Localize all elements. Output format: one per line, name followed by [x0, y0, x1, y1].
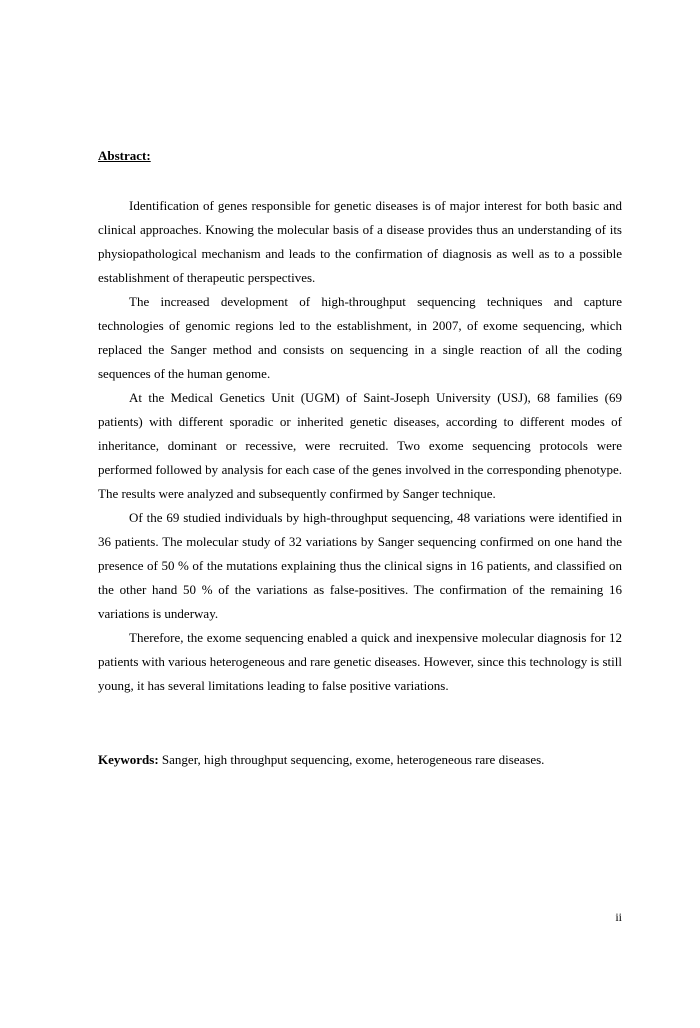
keywords-text: Sanger, high throughput sequencing, exome, heterogeneous rare diseases.	[158, 752, 545, 767]
abstract-paragraph-1: Identification of genes responsible for genetic diseases is of major interest for both basic and clinical approaches. Knowing the molecular basis of a disease provides thus an understanding of its physiopathological mechanism and leads to the confirmation of diagnosis as well as to a possible establishment of therapeutic perspectives.	[98, 198, 622, 285]
abstract-paragraph-5: Therefore, the exome sequencing enabled a quick and inexpensive molecular diagnosis for 12 patients with various heterogeneous and rare genetic diseases. However, since this technology is still young, it has several limitations leading to false positive variations.	[98, 630, 622, 693]
keywords-line	[98, 748, 622, 772]
abstract-paragraph-4: Of the 69 studied individuals by high-throughput sequencing, 48 variations were identified in 36 patients. The molecular study of 32 variations by Sanger sequencing confirmed on one hand the presence of 50 % of the mutations explaining thus the clinical signs in 16 patients, and classified on the other hand 50 % of the variations as false-positives. The confirmation of the remaining 16 variations is underway.	[98, 510, 622, 621]
keywords-label: Keywords:	[98, 752, 159, 767]
abstract-body	[98, 194, 622, 698]
abstract-paragraph-2: The increased development of high-throughput sequencing techniques and capture technologies of genomic regions led to the establishment, in 2007, of exome sequencing, which replaced the Sanger method and consists on sequencing in a single reaction of all the coding sequences of the human genome.	[98, 294, 622, 381]
abstract-paragraph-3: At the Medical Genetics Unit (UGM) of Saint-Joseph University (USJ), 68 families (69 patients) with different sporadic or inherited genetic diseases, according to different modes of inheritance, dominant or recessive, were recruited. Two exome sequencing protocols were performed followed by analysis for each case of the genes involved in the corresponding phenotype. The results were analyzed and subsequently confirmed by Sanger technique.	[98, 390, 622, 501]
page-number: ii	[615, 910, 622, 924]
abstract-heading: Abstract:	[98, 148, 151, 163]
